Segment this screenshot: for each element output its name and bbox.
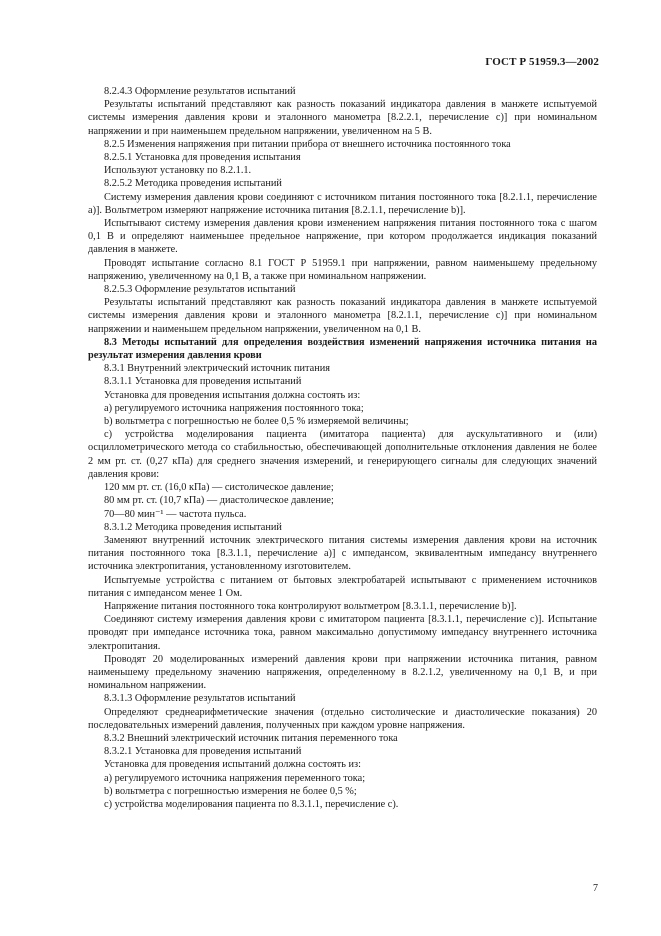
- section-heading: 8.2.5 Изменения напряжения при питании прибора от внешнего источника постоянного тока: [104, 138, 511, 150]
- paragraph: Систему измерения давления крови соединяют с источником питания постоянного тока [8.2.1.1, перечисление a)]. Вольтметром измеряют напряжение источника питания [8.2.1.1, перечисление b)].: [88, 191, 597, 216]
- section-heading: 8.2.5.3 Оформление результатов испытаний: [104, 284, 296, 296]
- section-heading: 8.3.1.2 Методика проведения испытаний: [104, 521, 282, 533]
- paragraph: Установка для проведения испытания должна состоять из:: [104, 389, 361, 401]
- list-item: c) устройства моделирования пациента по 8.3.1.1, перечисление c).: [104, 798, 399, 810]
- list-item: b) вольтметра с погрешностью не более 0,5 % измеряемой величины;: [104, 416, 409, 428]
- paragraph: Результаты испытаний представляют как разность показаний индикатора давления в манжете испытуемой системы измерения давления крови и эталонного манометра [8.2.2.1, перечисление c)] при номинальном напряжении и при наименьшем предельном напряжении, увеличенном на 5 В.: [88, 99, 597, 137]
- section-heading: 8.2.4.3 Оформление результатов испытаний: [104, 86, 296, 97]
- paragraph: Проводят испытание согласно 8.1 ГОСТ Р 51959.1 при напряжении, равном наименьшему предельному напряжению, увеличенному на 0,1 В, а также при номинальном напряжении.: [88, 257, 597, 282]
- list-item: a) регулируемого источника напряжения переменного тока;: [104, 772, 366, 784]
- list-item: 70—80 мин⁻¹ — частота пульса.: [104, 508, 247, 520]
- list-item: 120 мм рт. ст. (16,0 кПа) — систолическое давление;: [104, 482, 334, 494]
- paragraph: Проводят 20 моделированных измерений давления крови при напряжении источника питания, равном наименьшему предельному значению напряжения, определенному в 8.2.1.2, увеличенному на 0,1 В, и при номинальном напряжении.: [88, 653, 597, 692]
- paragraph: Определяют среднеарифметические значения (отдельно систолические и диастолические показания) 20 последовательных измерений давления, полученных при каждом уровне напряжения.: [88, 706, 597, 731]
- section-heading: 8.3.2.1 Установка для проведения испытаний: [104, 746, 302, 758]
- section-heading: 8.3.2 Внешний электрический источник питания переменного тока: [104, 732, 398, 744]
- paragraph: Испытуемые устройства с питанием от бытовых электробатарей испытывают с применением источников питания с импедансом менее 1 Ом.: [88, 574, 597, 599]
- standard-header: ГОСТ Р 51959.3—2002: [485, 56, 599, 68]
- paragraph: Установка для проведения испытаний должна состоять из:: [104, 759, 361, 771]
- list-item: c) устройства моделирования пациента (имитатора пациента) для аускультативного и (или) осциллометрического метода со стабильностью, обеспечивающей дополнительные отклонения давления не более 2 мм рт. ст. (0,27 кПа) для среднего значения измерений, и генерирующего сигналы для следующих значений давления крови:: [88, 429, 597, 480]
- paragraph: Испытывают систему измерения давления крови изменением напряжения питания постоянного тока с шагом 0,1 В и определяют наименьшее предельное напряжение, при котором продолжается индикация показаний давления в манжете.: [88, 218, 597, 256]
- paragraph: Напряжение питания постоянного тока контролируют вольтметром [8.3.1.1, перечисление b)].: [104, 600, 517, 612]
- list-item: 80 мм рт. ст. (10,7 кПа) — диастолическое давление;: [104, 495, 334, 507]
- section-heading-bold: 8.3 Методы испытаний для определения воздействия изменений напряжения источника питания на результат измерения давления крови: [88, 336, 597, 362]
- section-heading: 8.2.5.1 Установка для проведения испытания: [104, 152, 301, 164]
- section-heading: 8.3.1 Внутренний электрический источник питания: [104, 363, 330, 375]
- body-text: [88, 85, 597, 811]
- paragraph: Соединяют систему измерения давления крови с имитатором пациента [8.3.1.1, перечисление c)]. Испытание проводят при импедансе источника тока, равном максимально допустимому импедансу внутреннего источника электропитания.: [88, 614, 597, 652]
- section-heading: 8.3.1.1 Установка для проведения испытаний: [104, 376, 302, 388]
- list-item: b) вольтметра с погрешностью измерения не более 0,5 %;: [104, 785, 357, 797]
- paragraph: Заменяют внутренний источник электрического питания системы измерения давления крови на источник питания постоянного тока [8.3.1.1, перечисление a)] с импедансом, эквивалентным импедансу внутреннего источника электропитания, установленному изготовителем.: [88, 534, 597, 573]
- page-number: 7: [593, 883, 598, 894]
- section-heading: 8.2.5.2 Методика проведения испытаний: [104, 178, 282, 190]
- list-item: a) регулируемого источника напряжения постоянного тока;: [104, 402, 364, 414]
- section-heading: 8.3.1.3 Оформление результатов испытаний: [104, 693, 296, 705]
- paragraph: Результаты испытаний представляют как разность показаний индикатора давления в манжете испытуемой системы измерения давления крови и эталонного манометра [8.2.1.1, перечисление c)] при номинальном напряжении и наименьшем предельном напряжении, увеличенном на 0,1 В.: [88, 297, 597, 335]
- paragraph: Используют установку по 8.2.1.1.: [104, 165, 252, 177]
